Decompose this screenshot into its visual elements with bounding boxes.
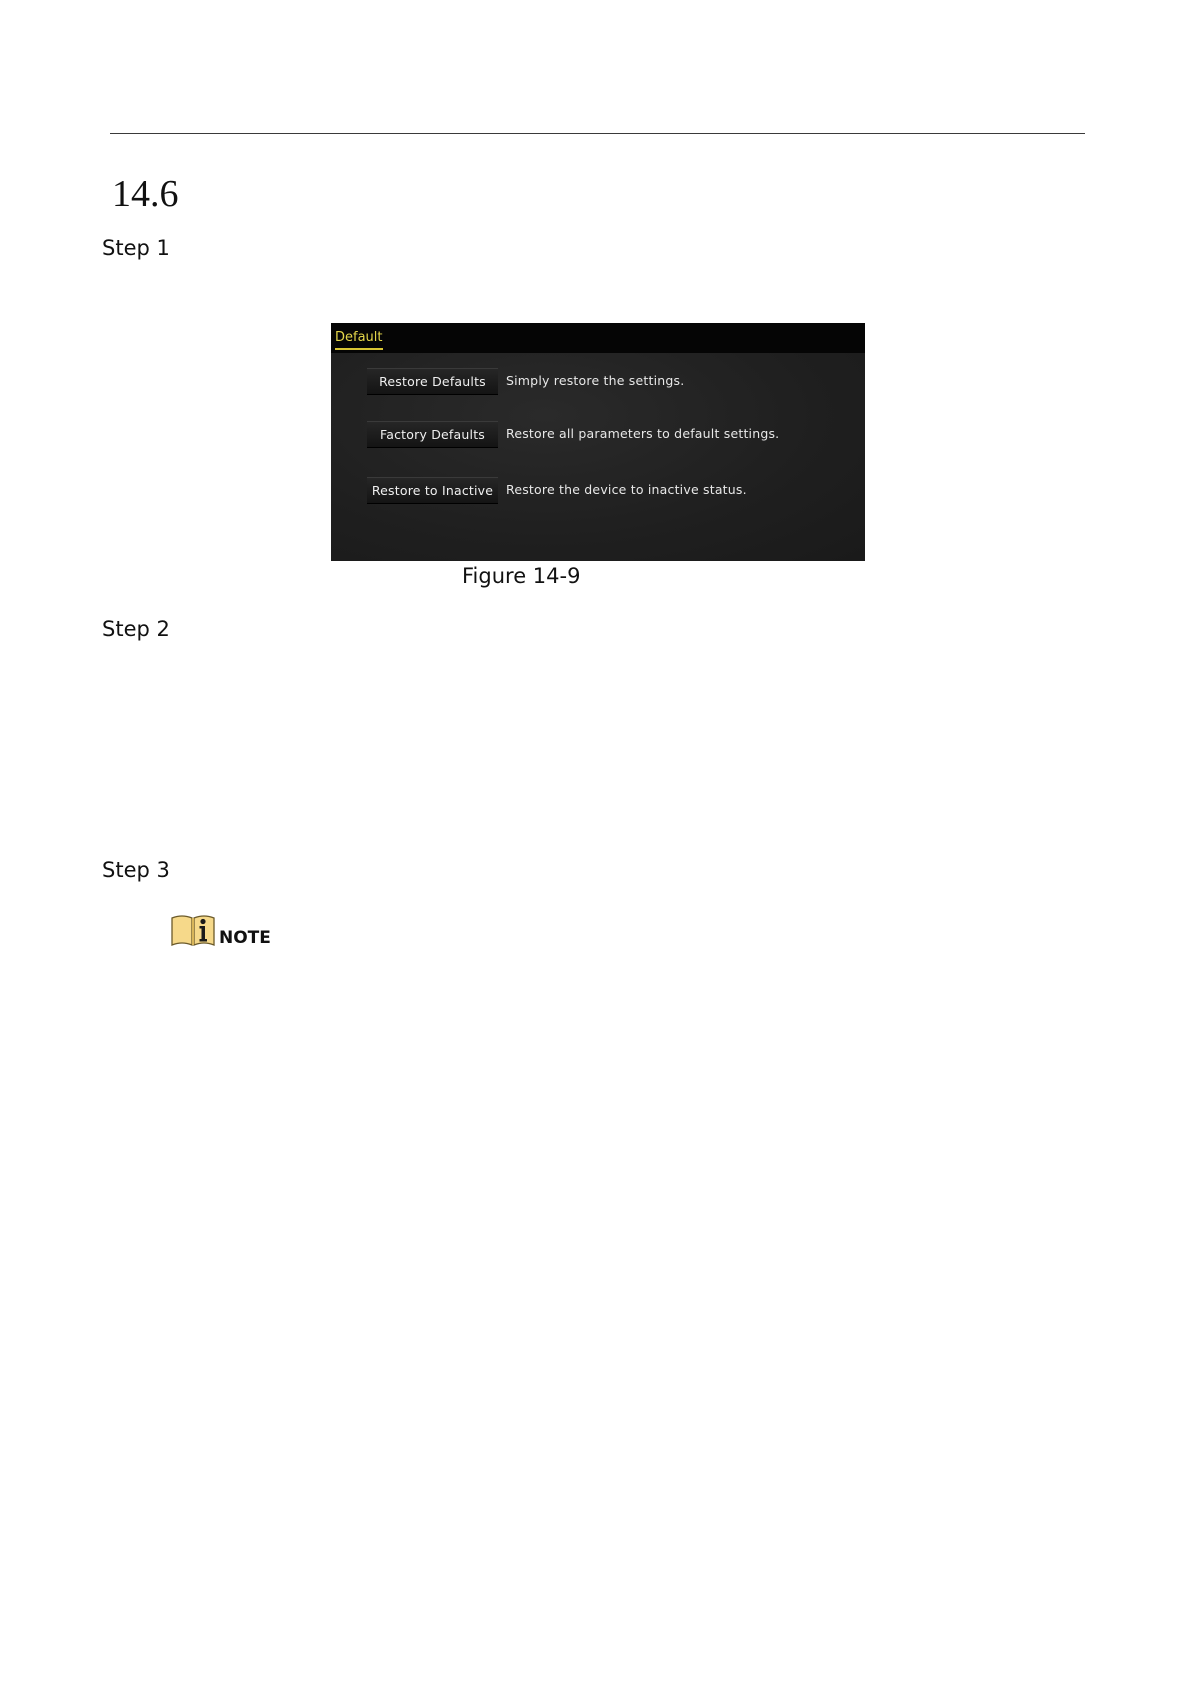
step-2-label: Step 2 xyxy=(102,617,170,641)
note-label: NOTE xyxy=(219,928,271,948)
factory-defaults-button[interactable]: Factory Defaults xyxy=(367,421,498,448)
step-3-label: Step 3 xyxy=(102,858,170,882)
dialog-body xyxy=(331,353,865,561)
restore-defaults-button[interactable]: Restore Defaults xyxy=(367,368,498,395)
default-dialog-screenshot xyxy=(331,323,865,561)
dialog-titlebar xyxy=(331,323,865,353)
tab-default[interactable]: Default xyxy=(335,331,383,350)
factory-defaults-description: Restore all parameters to default settings. xyxy=(506,426,780,441)
note-callout xyxy=(170,912,271,948)
section-number: 14.6 xyxy=(112,173,179,215)
info-book-icon xyxy=(170,912,216,948)
restore-to-inactive-button[interactable]: Restore to Inactive xyxy=(367,477,498,504)
step-1-label: Step 1 xyxy=(102,236,170,260)
restore-to-inactive-description: Restore the device to inactive status. xyxy=(506,482,747,497)
figure-caption: Figure 14-9 xyxy=(462,564,581,588)
header-rule xyxy=(110,133,1085,134)
restore-defaults-description: Simply restore the settings. xyxy=(506,373,685,388)
